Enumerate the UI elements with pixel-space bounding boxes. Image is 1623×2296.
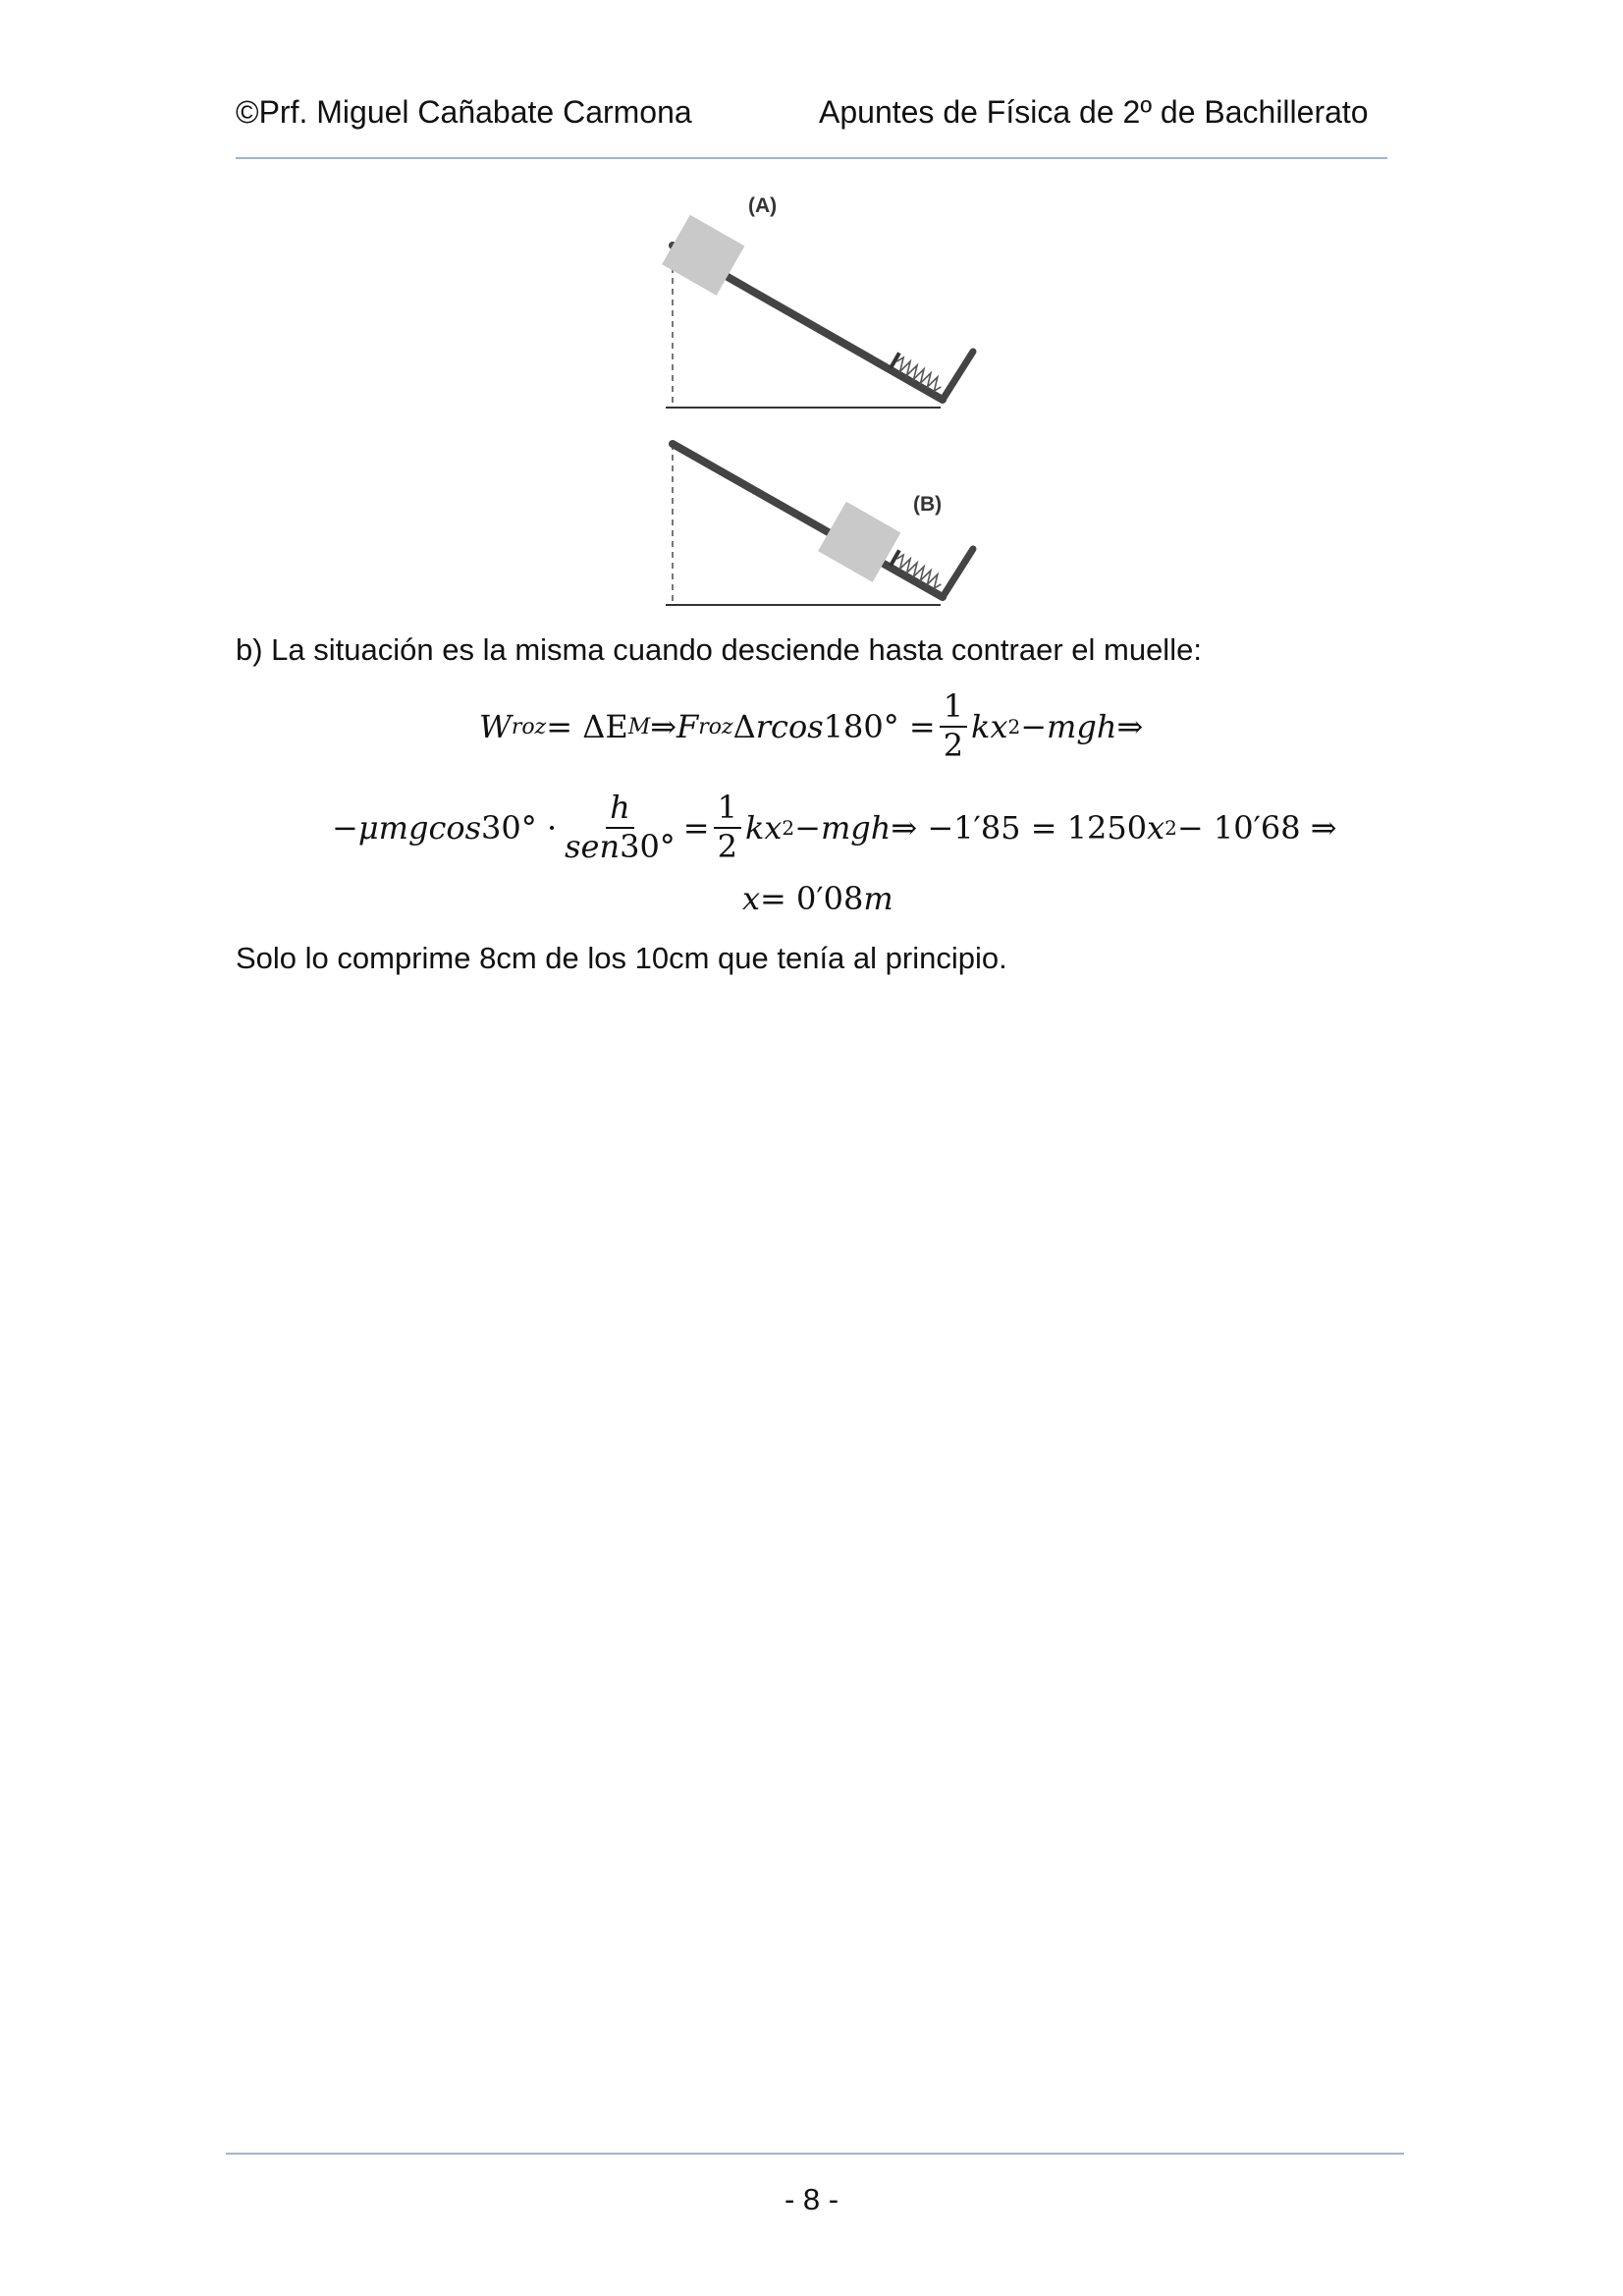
- incline-diagram: [648, 187, 1001, 619]
- header-course: Apuntes de Física de 2º de Bachillerato: [819, 94, 1369, 130]
- eq2-sq: 2: [782, 816, 795, 840]
- eq2-fraction-half: [714, 789, 741, 865]
- label-a: (A): [748, 194, 778, 217]
- eq1-w-sub: roz: [511, 714, 547, 739]
- eq2-x: x: [1147, 809, 1165, 847]
- footer-divider: [226, 2153, 1404, 2155]
- eq2-kx: kx: [744, 809, 783, 847]
- eq3-value: = 0′08: [760, 880, 864, 917]
- eq2-angle: 30° ·: [481, 809, 558, 847]
- intro-paragraph: b) La situación es la misma cuando desciende hasta contraer el muelle:: [236, 632, 1202, 667]
- eq1-fraction: [940, 687, 967, 764]
- eq1-delta: = ΔE: [546, 708, 628, 745]
- eq1-minus: −: [1020, 708, 1048, 745]
- equation-result: [742, 879, 893, 918]
- incline-spring-figure: [648, 187, 1001, 619]
- header-author: ©Prf. Miguel Cañabate Carmona: [236, 94, 692, 130]
- eq1-arrow-end: ⇒: [1116, 708, 1144, 745]
- eq2-frac2-num: 1: [714, 792, 741, 829]
- page-number: - 8 -: [784, 2182, 839, 2216]
- equation-work-energy: [479, 687, 1143, 766]
- eq2-equals: =: [682, 809, 710, 847]
- eq2-minus: −: [794, 809, 821, 847]
- eq1-angle: 180° =: [823, 708, 936, 745]
- eq1-mgh: mgh: [1047, 708, 1117, 745]
- eq1-f: F: [676, 708, 699, 745]
- stop-wall-a: [943, 352, 973, 400]
- eq1-em-sub: M: [627, 714, 651, 739]
- ramp-b: [673, 444, 943, 597]
- eq1-frac-den: 2: [943, 727, 964, 764]
- eq2-mu: μmgcos: [357, 809, 482, 847]
- header-divider: [236, 157, 1387, 159]
- conclusion-paragraph: Solo lo comprime 8cm de los 10cm que tenía al principio.: [236, 941, 1007, 975]
- eq2-numeric: ⇒ −1′85 = 1250: [891, 809, 1148, 847]
- page-header: [236, 94, 1384, 163]
- stop-wall-b: [943, 549, 973, 597]
- eq2-frac2-den: 2: [717, 828, 737, 865]
- eq2-numeric-tail: − 10′68 ⇒: [1176, 809, 1337, 847]
- diagram-a: [662, 194, 973, 408]
- eq2-sq2: 2: [1164, 816, 1177, 840]
- eq3-x: x: [742, 880, 761, 917]
- diagram-b: [666, 444, 973, 605]
- equation-substitution: [332, 784, 1337, 872]
- eq1-frac-num: 1: [940, 690, 967, 728]
- eq1-delta-r: Δ: [732, 708, 756, 745]
- eq1-w: W: [479, 708, 512, 745]
- eq2-fraction-h: [561, 789, 679, 865]
- eq1-arrow: ⇒: [650, 708, 677, 745]
- eq1-sq: 2: [1007, 715, 1021, 738]
- eq2-minus-lead: −: [332, 809, 358, 847]
- eq1-f-sub: roz: [698, 714, 733, 739]
- eq3-unit: m: [863, 880, 893, 917]
- eq2-frac1-num: h: [606, 792, 634, 829]
- eq2-frac1-den: sen30°: [565, 828, 676, 865]
- eq1-rcos: rcos: [755, 708, 824, 745]
- eq1-kx: kx: [971, 708, 1008, 745]
- eq2-mgh: mgh: [820, 809, 892, 847]
- label-b: (B): [913, 493, 943, 516]
